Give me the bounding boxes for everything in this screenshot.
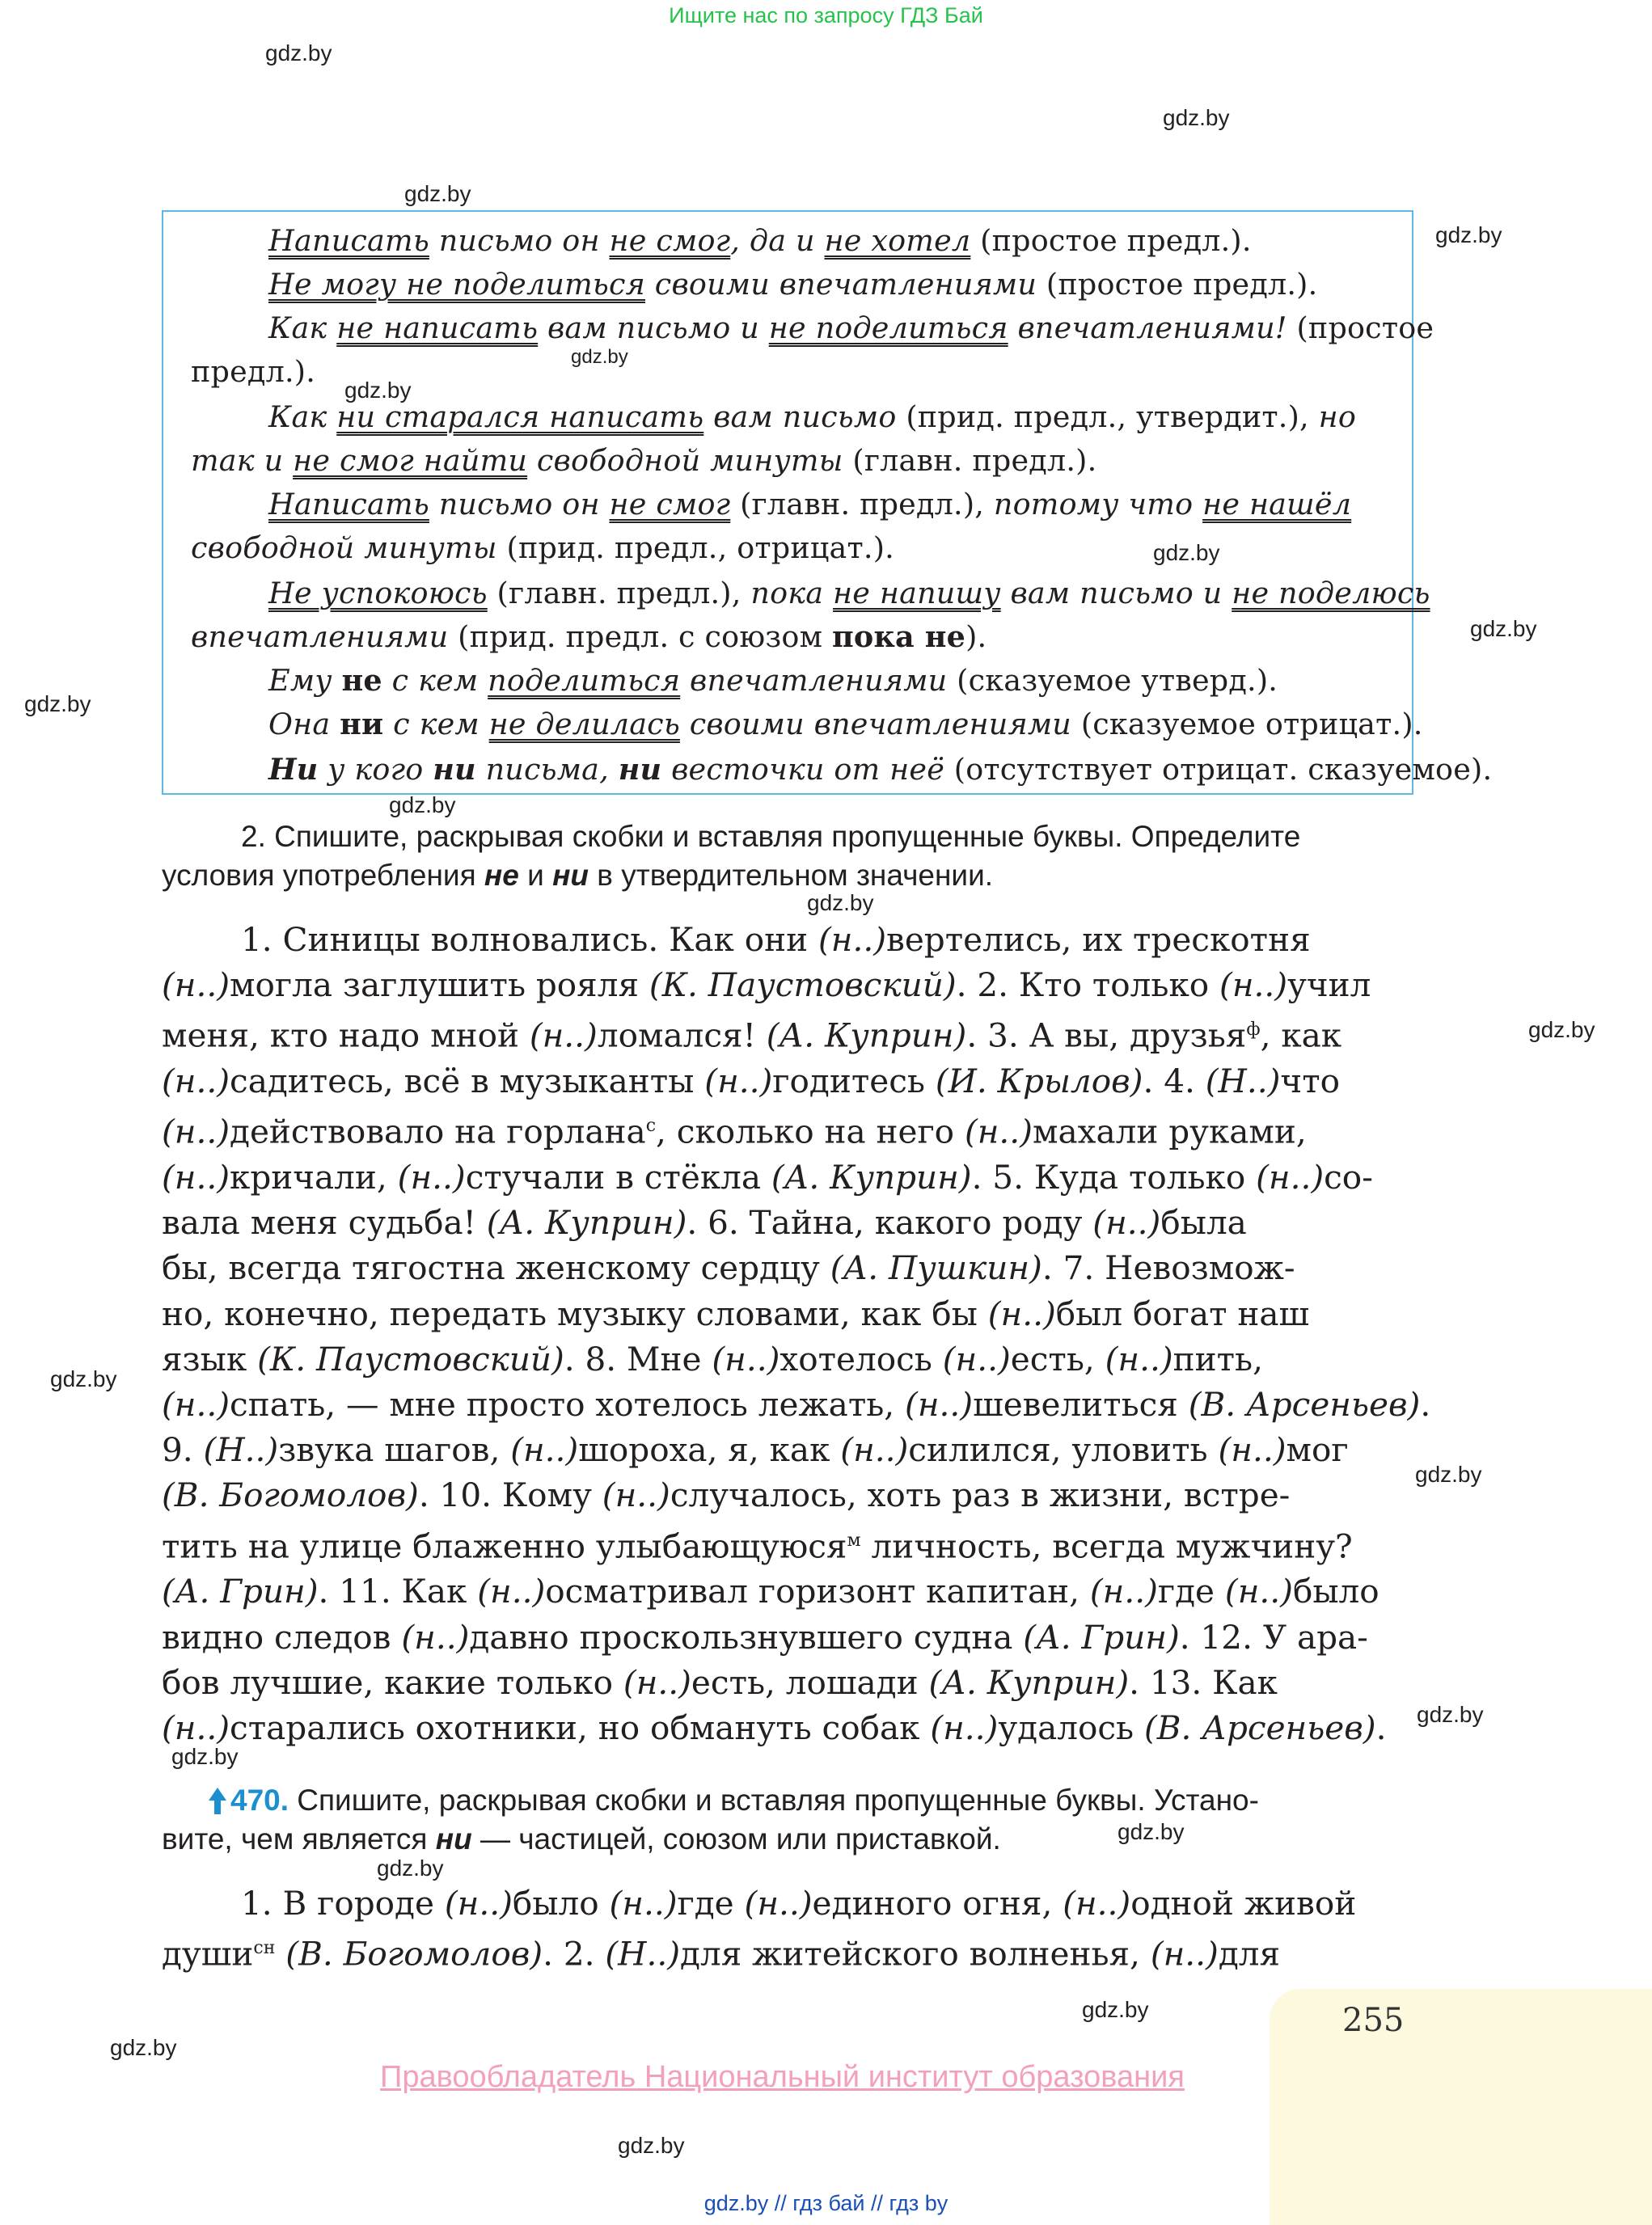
exercise-line: (А. Грин). 11. Как (н..)осматривал горизонт капитан, (н..)где (н..)было: [162, 1572, 1379, 1611]
box-line: Написать письмо он не смог, да и не хотел (простое предл.).: [268, 223, 1252, 258]
exercise-470-line: души$^{сн}$ (В. Богомолов). 2. (Н..)для житейского волненья, (н..)для: [162, 1934, 1281, 1974]
footer-links: gdz.by // гдз бай // гдз by: [703, 2191, 949, 2215]
task-470-line-1: 470. Спишите, раскрывая скобки и вставляя пропущенные буквы. Устано-: [209, 1779, 1259, 1822]
watermark: gdz.by: [1470, 616, 1537, 641]
watermark: gdz.by: [377, 1856, 444, 1881]
exercise-line: меня, кто надо мной (н..)ломался! (А. Куприн). 3. А вы, друзья$^ф$, как: [162, 1015, 1342, 1055]
exercise-line: видно следов (н..)давно проскользнувшего судна (А. Грин). 12. У ара-: [162, 1617, 1368, 1657]
watermark: gdz.by: [1153, 540, 1220, 565]
exercise-line: бы, всегда тягостна женскому сердцу (А. Пушкин). 7. Невозмож-: [162, 1248, 1295, 1288]
watermark: gdz.by: [807, 890, 874, 915]
watermark: gdz.by: [110, 2035, 177, 2060]
exercise-line: тить на улице блаженно улыбающуюся$^м$ личность, всегда мужчину?: [162, 1526, 1353, 1566]
exercise-line: 1. Синицы волновались. Как они (н..)вертелись, их трескотня: [241, 920, 1311, 959]
exercise-line: 9. (Н..)звука шагов, (н..)шороха, я, как (н..)силился, уловить (н..)мог: [162, 1430, 1349, 1470]
watermark: gdz.by: [24, 691, 91, 716]
task-470-line-2: вите, чем является ни — частицей, союзом или приставкой.: [162, 1822, 1001, 1856]
watermark: gdz.by: [1118, 1819, 1185, 1844]
watermark: gdz.by: [1435, 222, 1502, 247]
task-2-line-2: условия употребления не и ни в утвердительном значении.: [162, 859, 994, 892]
watermark: gdz.by: [1082, 1997, 1149, 2022]
box-line: Написать письмо он не смог (главн. предл.), потому что не нашёл: [268, 487, 1352, 521]
exercise-line: (н..)старались охотники, но обмануть собак (н..)удалось (В. Арсеньев).: [162, 1708, 1387, 1747]
task-470-number: 470.: [230, 1784, 289, 1817]
exercise-line: язык (К. Паустовский). 8. Мне (н..)хотелось (н..)есть, (н..)пить,: [162, 1339, 1263, 1378]
exercise-line: вала меня судьба! (А. Куприн). 6. Тайна, какого роду (н..)была: [162, 1203, 1247, 1243]
watermark: gdz.by: [1163, 105, 1230, 130]
copyright-holder: Правообладатель Национальный институт образования: [380, 2060, 1185, 2094]
box-line: Ни у кого ни письма, ни весточки от неё (отсутствует отрицат. сказуемое).: [268, 752, 1493, 787]
box-line: Не успокоюсь (главн. предл.), пока не напишу вам письмо и не поделюсь: [268, 576, 1430, 610]
watermark: gdz.by: [344, 378, 412, 403]
task-2-line-1: 2. Спишите, раскрывая скобки и вставляя пропущенные буквы. Определите: [241, 820, 1301, 853]
watermark: gdz.by: [265, 40, 332, 65]
exercise-line: (н..)кричали, (н..)стучали в стёкла (А. Куприн). 5. Куда только (н..)со-: [162, 1158, 1373, 1197]
watermark: gdz.by: [618, 2133, 685, 2158]
exercise-line: (н..)могла заглушить рояля (К. Паустовский). 2. Кто только (н..)учил: [162, 965, 1371, 1005]
box-line: Как ни старался написать вам письмо (прид. предл., утвердит.), но: [268, 399, 1357, 434]
exercise-470-text: [162, 1881, 1413, 1977]
top-banner: Ищите нас по запросу ГДЗ Бай: [669, 3, 983, 27]
page-number: 255: [1342, 2002, 1405, 2039]
box-line: свободной минуты (прид. предл., отрицат.).: [191, 530, 894, 565]
box-line: предл.).: [191, 354, 315, 389]
watermark: gdz.by: [389, 792, 456, 817]
exercise-line: (В. Богомолов). 10. Кому (н..)случалось, хоть раз в жизни, встре-: [162, 1476, 1291, 1515]
box-line: Как не написать вам письмо и не поделиться впечатлениями! (простое: [268, 310, 1434, 345]
exercise-line: но, конечно, передать музыку словами, как бы (н..)был богат наш: [162, 1294, 1310, 1333]
page-corner: [1270, 1989, 1652, 2225]
exercise-line: (н..)спать, — мне просто хотелось лежать, (н..)шевелиться (В. Арсеньев).: [162, 1385, 1431, 1425]
watermark: gdz.by: [171, 1744, 239, 1769]
watermark: gdz.by: [1417, 1702, 1484, 1727]
box-line: Не могу не поделиться своими впечатлениями (простое предл.).: [268, 267, 1318, 302]
exercise-text: [162, 917, 1431, 1750]
exercise-line: бов лучшие, какие только (н..)есть, лошади (А. Куприн). 13. Как: [162, 1662, 1278, 1702]
exercise-line: (н..)садитесь, всё в музыканты (н..)годитесь (И. Крылов). 4. (Н..)что: [162, 1062, 1340, 1101]
watermark: gdz.by: [404, 181, 471, 206]
box-line: так и не смог найти свободной минуты (главн. предл.).: [191, 443, 1097, 478]
box-line: Она ни с кем не делилась своими впечатлениями (сказуемое отрицат.).: [268, 707, 1423, 741]
box-line: впечатлениями (прид. предл. с союзом пока не).: [191, 619, 987, 654]
box-line: Ему не с кем поделиться впечатлениями (сказуемое утверд.).: [268, 663, 1278, 698]
watermark: gdz.by: [1528, 1017, 1595, 1042]
exercise-470-line: 1. В городе (н..)было (н..)где (н..)единого огня, (н..)одной живой: [241, 1884, 1357, 1923]
exercise-line: (н..)действовало на горлана$^с$, сколько на него (н..)махали руками,: [162, 1112, 1307, 1151]
watermark: gdz.by: [1415, 1462, 1482, 1487]
watermark: gdz.by: [571, 346, 628, 368]
watermark: gdz.by: [50, 1366, 117, 1391]
